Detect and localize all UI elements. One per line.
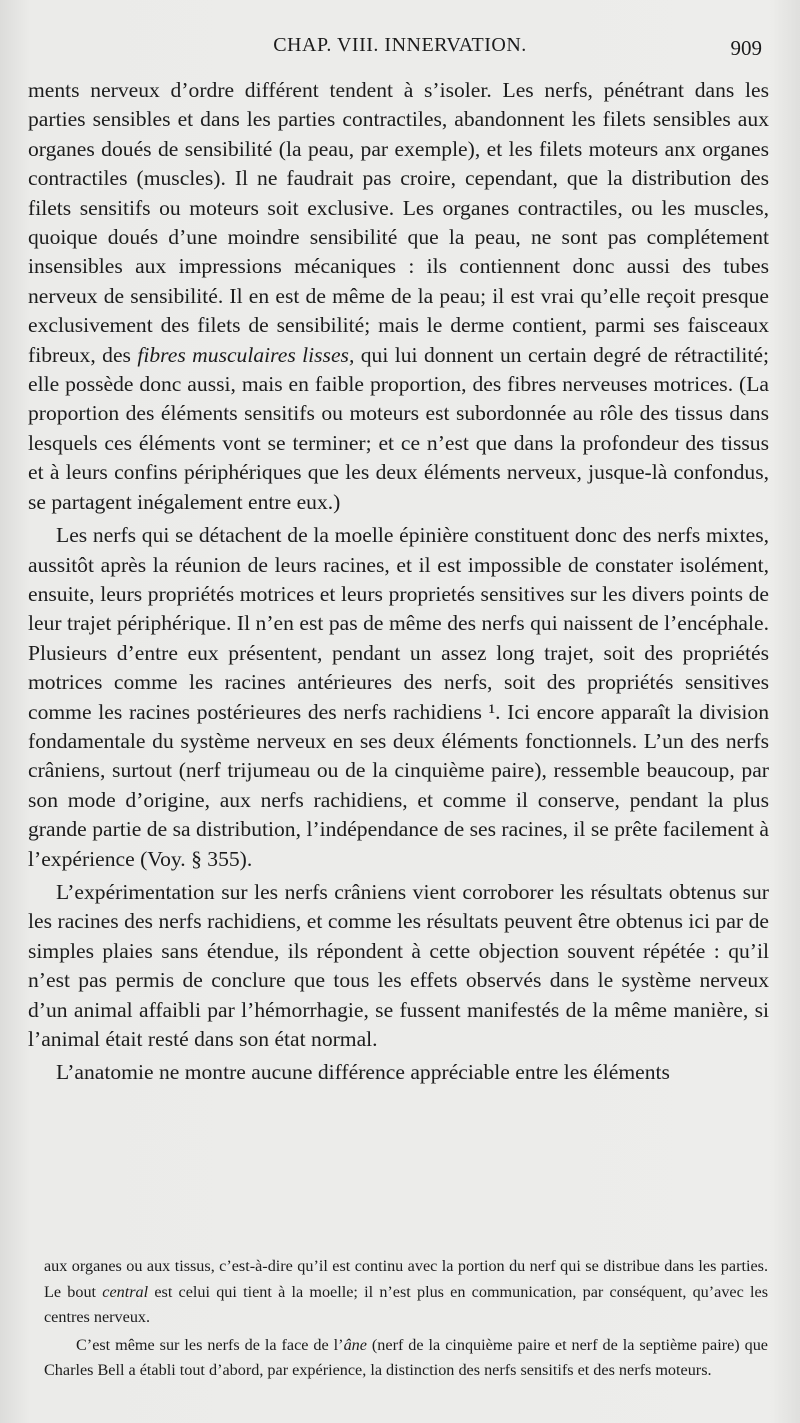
paragraph-1-text-a: ments nerveux d’ordre différent tendent à s’isoler. Les nerfs, pénétrant dans les parties sensibles et dans les parties contractiles, abandonnent les filets sensibles aux organes doués de sensibilité (la peau, par exemple), et les filets moteurs anx organes contractiles (muscles). Il ne faudrait pas croire, cependant, que la distribution des filets sensitifs ou moteurs soit exclusive. Les organes contractiles, ou les muscles, quoique doués d’une moindre sensibilité que la peau, ne sont pas complétement insensibles aux impressions mécaniques : ils contiennent donc aussi des tubes nerveux de sensibilité. Il en est de même de la peau; il est vrai qu’elle reçoit presque exclusivement des filets de sensibilité; mais le derme contient, parmi ses faisceaux fibreux, des: [28, 78, 769, 367]
footnote-continuation: [44, 1254, 768, 1331]
page-number: 909: [730, 36, 762, 60]
footnote-1-italic: central: [102, 1282, 149, 1301]
footnote-1: [44, 1333, 768, 1384]
paragraph-2: Les nerfs qui se détachent de la moelle épinière constituent donc des nerfs mixtes, aussitôt après la réunion de leurs racines, et il est impossible de constater isolément, ensuite, leurs propriétés motrices et leurs proprietés sensitives sur les divers points de leur trajet périphérique. Il n’en est pas de même des nerfs qui naissent de l’encéphale. Plusieurs d’entre eux présentent, pendant un assez long trajet, soit des propriétés motrices comme les racines antérieures des nerfs, soit des propriétés sensitives comme les racines postérieures des nerfs rachidiens ¹. Ici encore apparaît la division fondamentale du système nerveux en ses deux éléments fonctionnels. L’un des nerfs crâniens, surtout (nerf trijumeau ou de la cinquième paire), ressemble beaucoup, par son mode d’origine, aux nerfs rachidiens, et comme il conserve, pendant la plus grande partie de sa distribution, l’indépendance de ses racines, il se prête facilement à l’expérience (Voy. § 355).: [28, 523, 769, 871]
footnote-2-italic: âne: [343, 1335, 367, 1354]
running-head: CHAP. VIII. INNERVATION.: [273, 34, 527, 56]
paragraph-1-italic: fibres musculaires lisses,: [137, 342, 355, 367]
page-header: [32, 32, 768, 64]
paragraph-1-text-b: qui lui donnent un certain degré de rétractilité; elle possède donc aussi, mais en faible proportion, des fibres nerveuses motrices. (La proportion des éléments sensitifs ou moteurs est subordonnée au rôle des tissus dans lesquels ces éléments vont se terminer; et ce n’est que dans la profondeur des tissus et à leurs confins périphériques que les deux éléments nerveux, jusque-là confondus, se partagent inégalement entre eux.): [28, 342, 769, 514]
footnote-2-text-a: C’est même sur les nerfs de la face de l’: [76, 1335, 344, 1354]
footnotes: [44, 1254, 768, 1384]
main-text: [28, 76, 769, 1088]
footnote-1-text-a: aux organes ou aux tissus, c’est-à-dire qu’il est continu avec la portion du nerf qui se distribue dans les parties. Le bout: [44, 1257, 768, 1301]
paragraph-3: L’expérimentation sur les nerfs crâniens vient corroborer les résultats obtenus sur les racines des nerfs rachidiens, et comme les résultats peuvent être obtenus ici par de simples plaies sans étendue, ils répondent à cette objection souvent répétée : qu’il n’est pas permis de conclure que tous les effets observés dans le système nerveux d’un animal affaibli par l’hémorrhagie, se fussent manifestés de la même manière, si l’animal était resté dans son état normal.: [28, 879, 769, 1051]
paragraph-1: [28, 76, 769, 517]
footnote-2-text-b: (nerf de la cinquième paire et nerf de la septième paire) que Charles Bell a établi tout d’abord, par expérience, la distinction des nerfs sensitifs et des nerfs moteurs.: [44, 1335, 768, 1380]
footnote-1-text-b: est celui qui tient à la moelle; il n’est plus en communication, par conséquent, qu’avec les centres nerveux.: [44, 1282, 768, 1327]
paragraph-4: L’anatomie ne montre aucune différence appréciable entre les éléments: [56, 1060, 670, 1085]
